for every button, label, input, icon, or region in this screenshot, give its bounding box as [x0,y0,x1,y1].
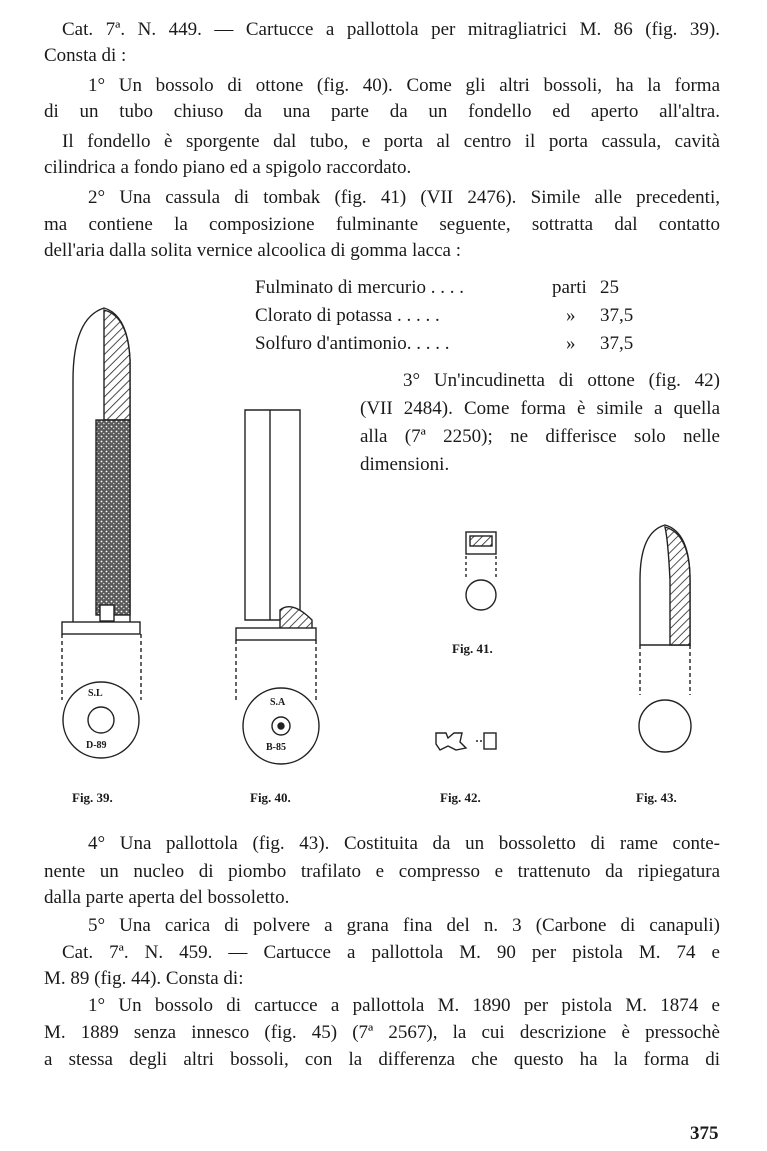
fig42-caption: Fig. 42. [440,790,481,805]
composition-value-2: 37,5 [600,305,634,326]
text-line-7: 2° Una cassula di tombak (fig. 41) (VII 2476). Simile alle precedenti, [88,187,720,208]
side-line-3: alla (7ª 2250); ne differisce solo nelle [360,426,720,447]
fig41-primer-drawing [466,532,496,610]
composition-unit-3: » [566,333,576,354]
fig43-caption: Fig. 43. [636,790,677,805]
lower-line-1: 4° Una pallottola (fig. 43). Costituita da un bossoletto di rame conte- [88,833,720,854]
lower-line-2: nente un nucleo di piombo trafilato e compresso e trattenuto da ripiegatura [44,861,720,882]
lower-line-6: M. 89 (fig. 44). Consta di: [44,968,244,989]
lower-line-5: Cat. 7ª. N. 459. — Cartucce a pallottola M. 90 per pistola M. 74 e [62,942,720,963]
page-number: 375 [690,1123,719,1144]
lower-line-9: a stessa degli altri bossoli, con la differenza che questo ha la forma di [44,1049,720,1070]
composition-value-3: 37,5 [600,333,634,354]
fig39-caption: Fig. 39. [72,790,113,805]
composition-unit-2: » [566,305,576,326]
text-line-1: Cat. 7ª. N. 449. — Cartucce a pallottola per mitragliatrici M. 86 (fig. 39). [62,19,720,40]
text-line-2: Consta di : [44,45,127,66]
text-line-6: cilindrica a fondo piano ed a spigolo raccordato. [44,157,412,178]
text-line-9: dell'aria dalla solita vernice alcoolica di gomma lacca : [44,240,462,261]
composition-name: Fulminato di mercurio . . . . [255,277,464,298]
composition-unit-1: parti [552,277,587,298]
text-line-3: 1° Un bossolo di ottone (fig. 40). Come gli altri bossoli, ha la forma [88,75,720,96]
fig43-bullet-drawing [639,525,691,752]
side-line-4: dimensioni. [360,454,450,475]
text-line-5: Il fondello è sporgente dal tubo, e porta al centro il porta cassula, cavità [62,131,720,152]
fig40-stamp-bottom: B-85 [266,742,286,753]
lower-line-7: 1° Un bossolo di cartucce a pallottola M. 1890 per pistola M. 1874 e [88,995,720,1016]
fig42-anvil-drawing [436,733,496,750]
text-line-4: di un tubo chiuso da una parte da un fondello ed aperto all'altra. [44,101,720,122]
text-line-8: ma contiene la composizione fulminante seguente, sottratta dal contatto [44,214,720,235]
lower-line-4: 5° Una carica di polvere a grana fina del n. 3 (Carbone di canapuli) [88,915,720,936]
lower-line-3: dalla parte aperta del bossoletto. [44,887,290,908]
fig39-stamp-top: S.L [88,688,103,699]
fig40-stamp-top: S.A [270,697,286,708]
fig40-caption: Fig. 40. [250,790,291,805]
fig39-stamp-bottom: D-89 [86,740,107,751]
side-line-2: (VII 2484). Come forma è simile a quella [360,398,720,419]
composition-value-1: 25 [600,277,619,298]
fig41-caption: Fig. 41. [452,641,493,656]
composition-name: Clorato di potassa . . . . . [255,305,440,326]
composition-name: Solfuro d'antimonio. . . . . [255,333,450,354]
lower-line-8: M. 1889 senza innesco (fig. 45) (7ª 2567), la cui descrizione è pressochè [44,1022,720,1043]
side-line-1: 3° Un'incudinetta di ottone (fig. 42) [403,370,720,391]
fig40-case-drawing [236,410,319,764]
